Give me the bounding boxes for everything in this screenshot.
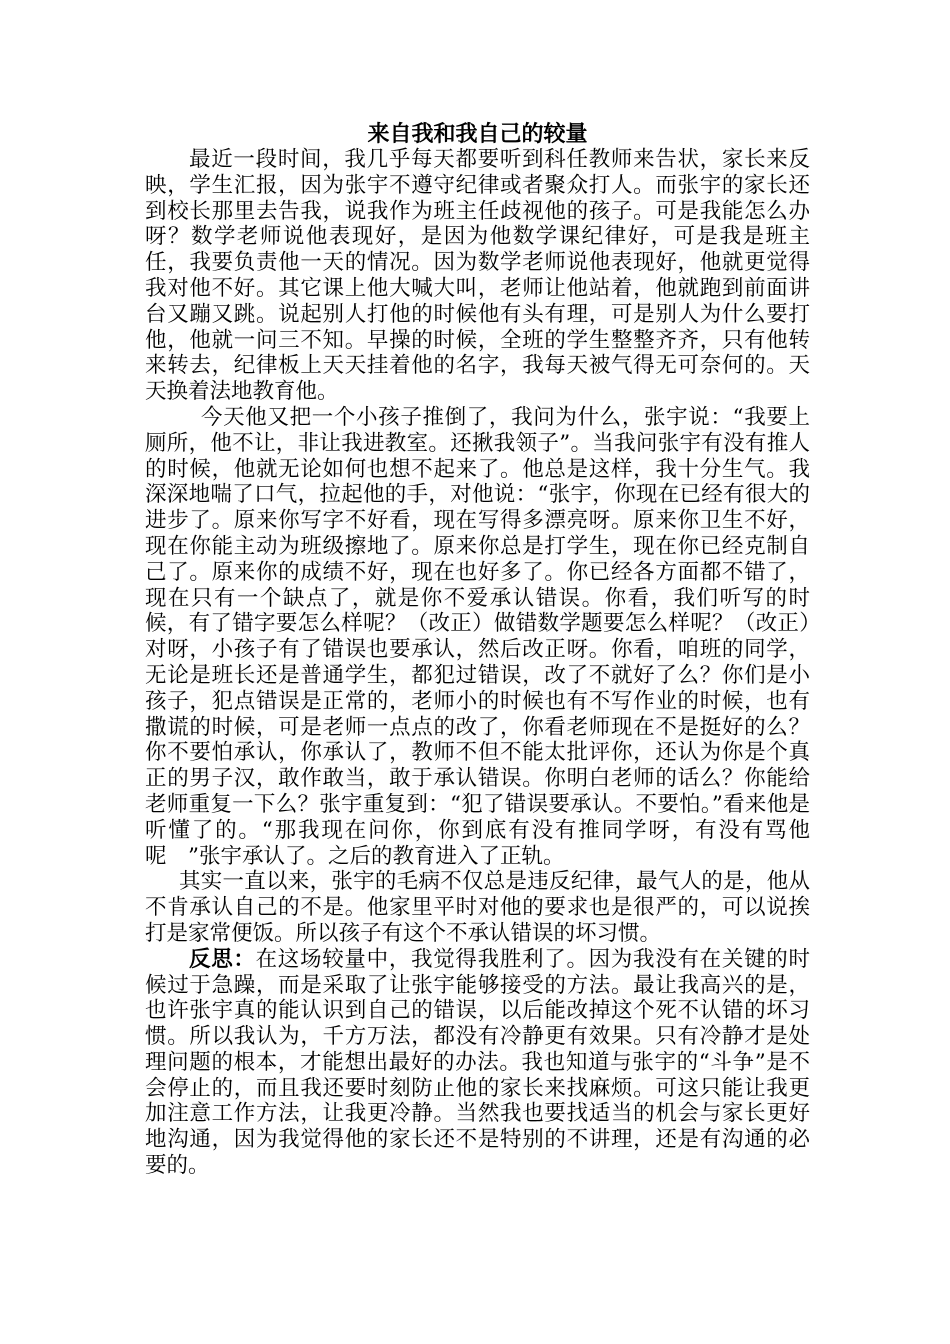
document-title: 来自我和我自己的较量 bbox=[367, 121, 588, 147]
paragraph-3: 其实一直以来，张宇的毛病不仅总是违反纪律，最气人的是，他从不肯承认自己的不是。他家里平时对他的要求也是很严的，可以说挨打是家常便饭。所以孩子有这个不承认错误的坏习惯。 bbox=[145, 869, 810, 946]
reflection-paragraph bbox=[145, 947, 810, 1179]
paragraph-2: 今天他又把一个小孩子推倒了，我问为什么，张宇说：“我要上厕所，他不让，非让我进教室。还揪我领子”。当我问张宇有没有推人的时候，他就无论如何也想不起来了。他总是这样，我十分生气。我深深地喘了口气，拉起他的手，对他说：“张宇，你现在已经有很大的进步了。原来你写字不好看，现在写得多漂亮呀。原来你卫生不好，现在你能主动为班级擦地了。原来你总是打学生，现在你已经克制自己了。原来你的成绩不好，现在也好多了。你已经各方面都不错了，现在只有一个缺点了，就是你不爱承认错误。你看，我们听写的时候，有了错字要怎么样呢？（改正）做错数学题要怎么样呢？（改正）对呀，小孩子有了错误也要承认，然后改正呀。你看，咱班的同学，无论是班长还是普通学生，都犯过错误，改了不就好了么？你们是小孩子，犯点错误是正常的，老师小的时候也有不写作业的时候，也有撒谎的时候，可是老师一点点的改了，你看老师现在不是挺好的么？你不要怕承认，你承认了，教师不但不能太批评你，还认为你是个真正的男子汉，敢作敢当，敢于承认错误。你明白老师的话么？你能给老师重复一下么？张宇重复到：“犯了错误要承认。不要怕。”看来他是听懂了的。“那我现在问你，你到底有没有推同学呀，有没有骂他呢 ”张宇承认了。之后的教育进入了正轨。 bbox=[145, 404, 810, 869]
reflection-text: 在这场较量中，我觉得我胜利了。因为我没有在关键的时候过于急躁，而是采取了让张宇能够接受的方法。最让我高兴的是，也许张宇真的能认识到自己的错误，以后能改掉这个死不认错的坏习惯。所以我认为，千方万法，都没有冷静更有效果。只有冷静才是处理问题的根本，才能想出最好的办法。我也知道与张宇的“斗争”是不会停止的，而且我还要时刻防止他的家长来找麻烦。可这只能让我更加注意工作方法，让我更冷静。当然我也要找适当的机会与家长更好地沟通，因为我觉得他的家长还不是特别的不讲理，还是有沟通的必要的。 bbox=[145, 946, 810, 1179]
paragraph-1: 最近一段时间，我几乎每天都要听到科任教师来告状，家长来反映，学生汇报，因为张宇不遵守纪律或者聚众打人。而张宇的家长还到校长那里去告我，说我作为班主任歧视他的孩子。可是我能怎么办呀？数学老师说他表现好，是因为他数学课纪律好，可是我是班主任，我要负责他一天的情况。因为数学老师说他表现好，他就更觉得我对他不好。其它课上他大喊大叫，老师让他站着，他就跑到前面讲台又蹦又跳。说起别人打他的时候他有头有理，可是别人为什么要打他，他就一问三不知。早操的时候，全班的学生整整齐齐，只有他转来转去，纪律板上天天挂着他的名字，我每天被气得无可奈何的。天天换着法地教育他。 bbox=[145, 147, 810, 405]
reflection-lead: 反思： bbox=[189, 946, 256, 972]
document-body bbox=[145, 121, 810, 1179]
